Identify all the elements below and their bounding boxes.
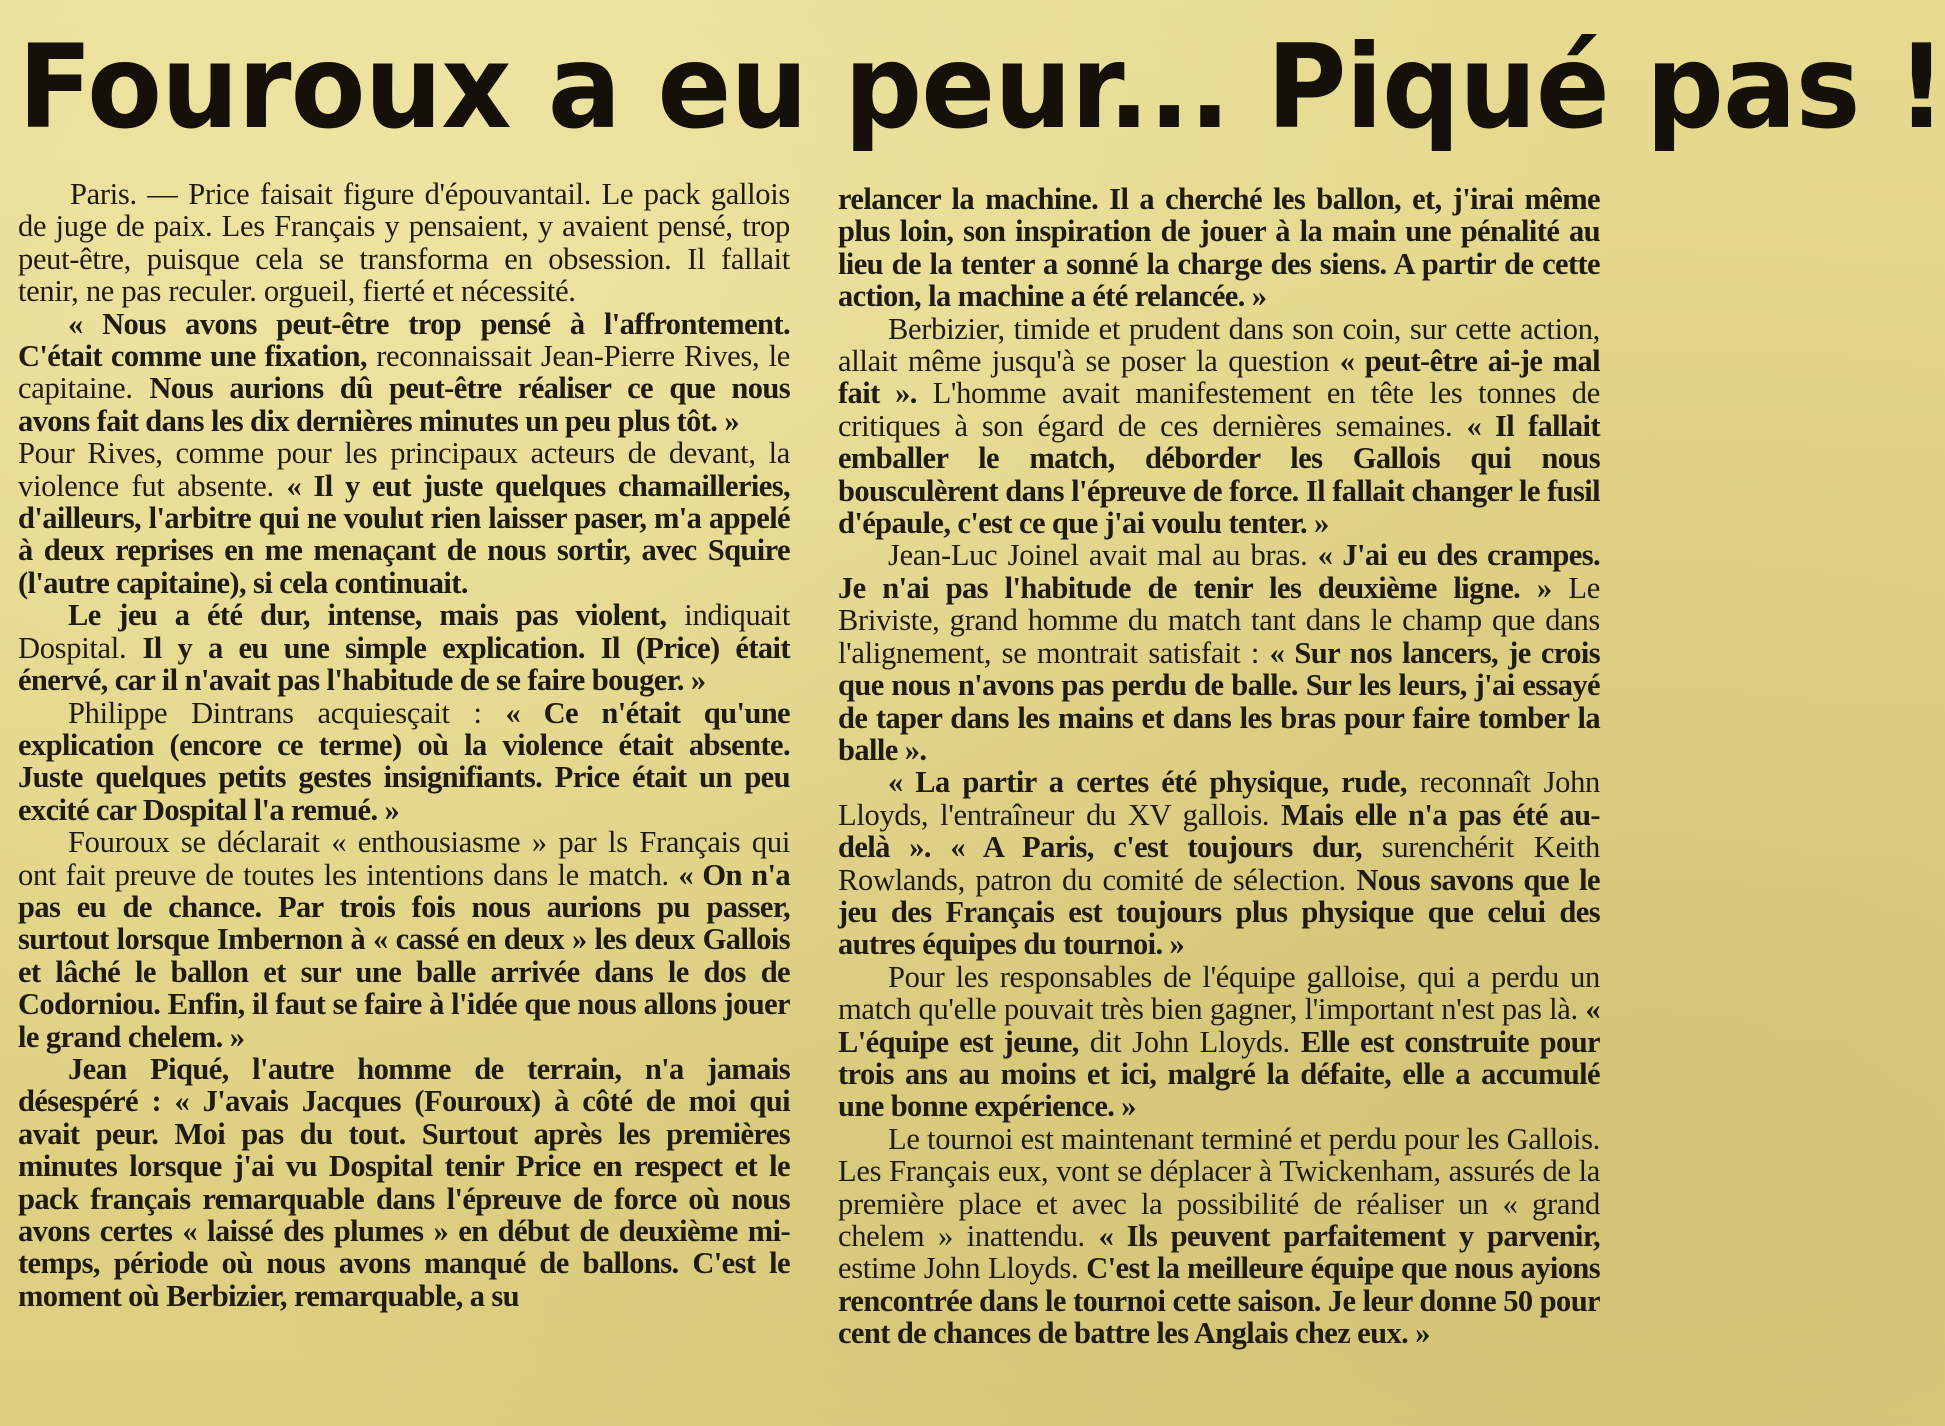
quote-text: Il y a eu une simple explication. Il (Price) était énervé, car il n'avait pas l'habitude de se faire bouger. » [18, 630, 790, 698]
article-column-right [838, 183, 1600, 1350]
body-text: Price faisait figure d'épouvantail. Le pack gallois de juge de paix. Les Français y pensaient, y avaient pensé, trop peut-être, puisque cela se transforma en obsession. Il fallait tenir, ne pas reculer. orgueil, fierté et nécessité. [18, 177, 790, 309]
dateline: Paris. — [70, 177, 178, 211]
body-text: Pour les responsables de l'équipe galloise, qui a perdu un match qu'elle pouvait très bien gagner, l'important n'est pas là. [838, 959, 1600, 1027]
body-text: Berbizier, timide et prudent dans son coin, sur cette action, allait même jusqu'à se poser la question [838, 311, 1600, 379]
quote-text: « Il fallait emballer le match, déborder les Gallois qui nous bousculèrent dans l'épreuve de force. Il fallait changer le fusil d'épaule, c'est ce que j'ai voulu tenter. » [838, 408, 1600, 541]
body-text: Le Briviste, grand homme du match tant dans le champ que dans l'alignement, se montrait satisfait : [838, 570, 1600, 670]
article-paragraph [18, 1053, 790, 1312]
article-paragraph [18, 599, 790, 696]
body-text: Le tournoi est maintenant terminé et perdu pour les Gallois. Les Français eux, vont se déplacer à Twickenham, assurés de la première place et avec la possibilité de réaliser un « grand chelem » inattendu. [838, 1121, 1600, 1253]
quote-text: « On n'a pas eu de chance. Par trois fois nous aurions pu passer, surtout lorsque Imbernon à « cassé en deux » les deux Gallois et lâché le ballon et sur une balle arrivée dans le dos de Codorniou. Enfin, il faut se faire à l'idée que nous allons jouer le grand chelem. » [18, 857, 790, 1054]
article-paragraph [838, 183, 1600, 313]
body-text: Jean-Luc Joinel avait mal au bras. [888, 538, 1318, 573]
quote-text: « Sur nos lancers, je crois que nous n'avons pas perdu de balle. Sur les leurs, j'ai essayé de taper dans les mains et dans les bras pour faire tomber la balle ». [838, 635, 1600, 767]
body-text: reconnaissait Jean-Pierre Rives, le capitaine. [18, 339, 791, 406]
body-text: Philippe Dintrans acquiesçait : [68, 695, 506, 730]
body-text: L'homme avait manifestement en tête les tonnes de critiques à son égard de ces dernières semaines. [838, 376, 1600, 443]
article-paragraph [18, 697, 790, 827]
quote-text: relancer la machine. Il a cherché les ballon, et, j'irai même plus loin, son inspiration de jouer à la main une pénalité au lieu de la tenter a sonné la charge des siens. A partir de cette action, la machine a été relancée. » [838, 182, 1600, 314]
body-text: surenchérit Keith Rowlands, patron du comité de sélection. [838, 830, 1601, 897]
body-text: Fouroux se déclarait « enthousiasme » par ls Français qui ont fait preuve de toutes les intentions dans le match. [18, 825, 790, 892]
quote-text: « L'équipe est jeune, [838, 992, 1600, 1059]
article-paragraph [18, 308, 790, 438]
article-paragraph [18, 437, 790, 599]
article-paragraph [838, 313, 1600, 540]
quote-text: « Ce n'était qu'une explication (encore ce terme) où la violence était absente. Juste quelques petits gestes insignifiants. Price était un peu excité car Dospital l'a remué. » [18, 695, 790, 827]
body-text: Pour Rives, comme pour les principaux acteurs de devant, la violence fut absente. [18, 436, 790, 503]
quote-text: « peut-être ai-je mal fait ». [838, 344, 1600, 411]
headline: Fouroux a eu peur... Piqué pas ! [18, 20, 1945, 155]
quote-text: « Nous avons peut-être trop pensé à l'affrontement. C'était comme une fixation, [18, 306, 790, 374]
quote-text: « J'ai eu des crampes. Je n'ai pas l'habitude de tenir les deuxième ligne. » [838, 538, 1600, 605]
article-paragraph [838, 766, 1600, 960]
article-paragraph [838, 961, 1600, 1123]
quote-text: « Il y eut juste quelques chamailleries, d'ailleurs, l'arbitre qui ne voulut rien laisser paser, m'a appelé à deux reprises en me menaçant de nous sortir, avec Squire (l'autre capitaine), si cela continuait. [18, 468, 790, 600]
article-column-left [18, 178, 790, 1312]
article-paragraph [838, 539, 1600, 766]
article-paragraph [18, 178, 790, 308]
quote-text: « La partir a certes été physique, rude, [888, 765, 1407, 800]
quote-text: Elle est construite pour trois ans au moins et ici, malgré la défaite, elle a accumulé une bonne expérience. » [838, 1024, 1600, 1124]
quote-text: Nous aurions dû peut-être réaliser ce que nous avons fait dans les dix dernières minutes un peu plus tôt. » [18, 371, 790, 438]
quote-text: Le jeu a été dur, intense, mais pas violent, [68, 598, 667, 633]
quote-text: Mais elle n'a pas été au-delà ». « A Paris, c'est toujours dur, [838, 797, 1600, 865]
quote-text: C'est la meilleure équipe que nous ayions rencontrée dans le tournoi cette saison. Je leur donne 50 pour cent de chances de battre les Anglais chez eux. » [838, 1251, 1600, 1351]
body-text: reconnaît John Lloyds, l'entraîneur du XV gallois. [838, 765, 1600, 832]
article-paragraph [18, 826, 790, 1053]
quote-text: Nous savons que le jeu des Français est toujours plus physique que celui des autres équipes du tournoi. » [838, 862, 1600, 962]
body-text: indiquait Dospital. [18, 598, 790, 665]
quote-text: Jean Piqué, l'autre homme de terrain, n'a jamais désespéré : « J'avais Jacques (Fouroux) à côté de moi qui avait peur. Moi pas du tout. Surtout après les premières minutes lorsque j'ai vu Dospital tenir Price en respect et le pack français remarquable dans l'épreuve de force où nous avons certes « laissé des plumes » en début de deuxième mi-temps, période où nous avons manqué de ballons. C'est le moment où Berbizier, remarquable, a su [18, 1051, 790, 1313]
quote-text: « Ils peuvent parfaitement y parvenir, [1098, 1219, 1600, 1253]
article-paragraph [838, 1123, 1600, 1350]
column-divider [806, 182, 807, 1382]
body-text: estime John Lloyds. [838, 1251, 1087, 1286]
body-text: dit John Lloyds. [1078, 1024, 1301, 1059]
